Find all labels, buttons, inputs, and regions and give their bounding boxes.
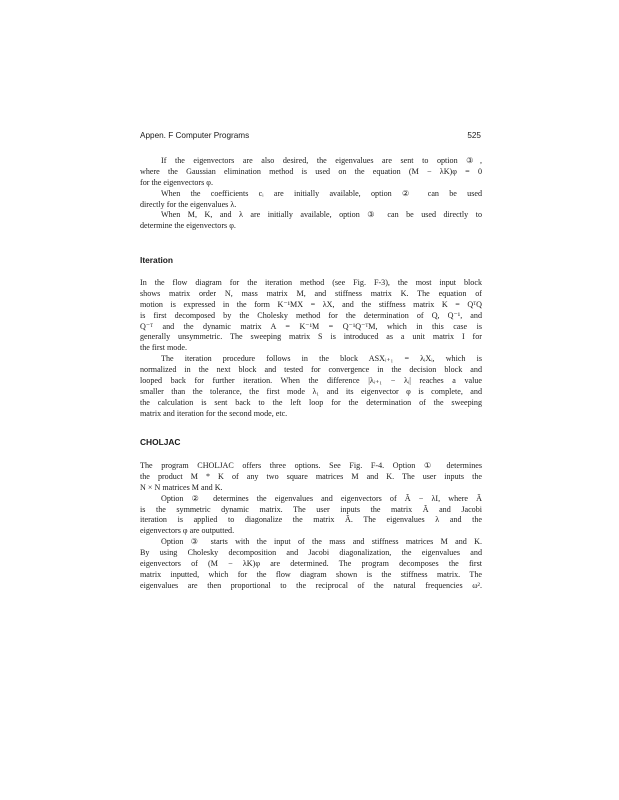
text-line: matrix inputted, which for the flow diagram shown is the stiffness matrix. The bbox=[140, 569, 482, 579]
text-line: In the flow diagram for the iteration method (see Fig. F-3), the most input block bbox=[140, 278, 482, 287]
text-line: iteration is applied to diagonalize the matrix Ã. The eigenvalues λ and the bbox=[140, 515, 482, 525]
text-line: is the symmetric dynamic matrix. The user inputs the matrix Ã and Jacobi bbox=[140, 504, 482, 514]
text-line: By using Cholesky decomposition and Jacobi diagonalization, the eigenvalues and bbox=[140, 548, 482, 558]
text-line: is first decomposed by the Cholesky method for the determination of Q, Q⁻¹, and bbox=[140, 310, 482, 320]
header-chapter: Appen. F Computer Programs bbox=[140, 131, 250, 140]
choljac-paragraphs bbox=[140, 461, 482, 592]
text-line: When the coefficients cᵢ are initially available, option ② can be used bbox=[161, 188, 482, 198]
text-line: directly for the eigenvalues λ. bbox=[140, 199, 237, 209]
text-line: eigenvectors φ are outputted. bbox=[140, 526, 235, 536]
iteration-paragraphs bbox=[140, 278, 482, 420]
text-line: determine the eigenvectors φ. bbox=[140, 221, 236, 231]
text-line: generally unsymmetric. The sweeping matrix S is introduced as a unit matrix I for bbox=[140, 332, 482, 342]
text-line: If the eigenvectors are also desired, the eigenvalues are sent to option ③, bbox=[161, 156, 482, 165]
intro-paragraphs bbox=[140, 156, 482, 232]
text-line: shows matrix order N, mass matrix M, and stiffness matrix K. The equation of bbox=[140, 288, 482, 298]
running-header bbox=[140, 131, 481, 143]
text-line: the calculation is sent back to the left loop for the determination of the sweeping bbox=[140, 397, 482, 407]
text-line: The program CHOLJAC offers three options. See Fig. F-4. Option ① determines bbox=[140, 461, 482, 470]
header-page-number: 525 bbox=[467, 131, 481, 140]
text-line: When M, K, and λ are initially available, option ③ can be used directly to bbox=[161, 210, 482, 220]
text-line: where the Gaussian elimination method is used on the equation (M − λK)φ = 0 bbox=[140, 166, 482, 176]
text-line: Option ③ starts with the input of the mass and stiffness matrices M and K. bbox=[161, 537, 482, 547]
text-line: smaller than the tolerance, the first mode λ₁ and its eigenvector φ is complete, and bbox=[140, 386, 482, 396]
text-line: the product M * K of any two square matrices M and K. The user inputs the bbox=[140, 471, 482, 481]
text-line: The iteration procedure follows in the block ASXᵢ₊₁ = λᵢXᵢ, which is bbox=[161, 354, 482, 364]
text-line: Option ② determines the eigenvalues and eigenvectors of Ã − λI, where Ã bbox=[161, 493, 482, 503]
text-line: eigenvalues are then proportional to the reciprocal of the natural frequencies ω². bbox=[140, 580, 482, 590]
text-line: motion is expressed in the form K⁻¹MX = λX, and the stiffness matrix K = QᵀQ bbox=[140, 299, 482, 309]
text-line: eigenvectors of (M − λK)φ are determined. The program decomposes the first bbox=[140, 559, 482, 569]
heading-iteration: Iteration bbox=[140, 255, 174, 265]
text-line: looped back for further iteration. When the difference |λᵢ₊₁ − λᵢ| reaches a value bbox=[140, 376, 482, 386]
heading-choljac: CHOLJAC bbox=[140, 437, 181, 447]
text-line: N × N matrices M and K. bbox=[140, 482, 223, 492]
text-line: for the eigenvectors φ. bbox=[140, 177, 213, 187]
text-line: Q⁻ᵀ and the dynamic matrix A = K⁻¹M = Q⁻¹Q⁻ᵀM, which in this case is bbox=[140, 321, 482, 331]
text-line: normalized in the next block and tested for convergence in the decision block and bbox=[140, 365, 482, 375]
text-line: matrix and iteration for the second mode, etc. bbox=[140, 408, 288, 418]
text-line: the first mode. bbox=[140, 343, 187, 353]
